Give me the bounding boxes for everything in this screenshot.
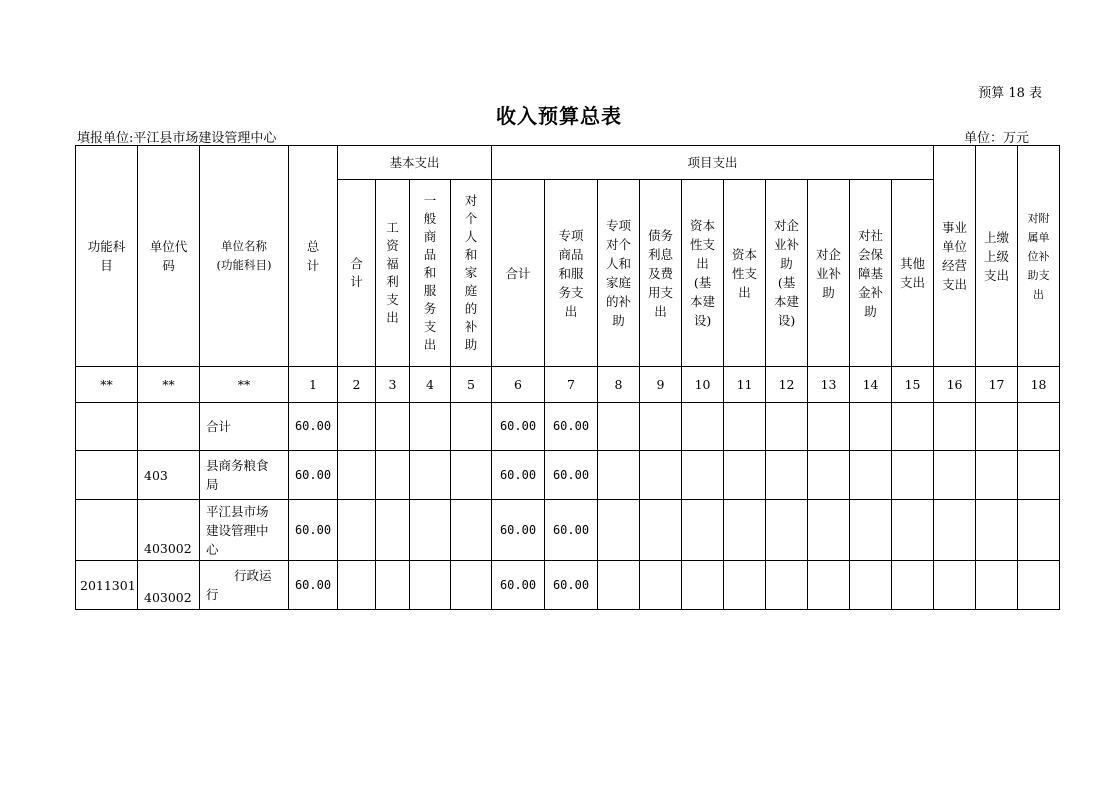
index-cell: 16 [934, 367, 976, 403]
header-row-1 [76, 146, 1060, 180]
index-cell: 15 [892, 367, 934, 403]
header-basic-group: 基本支出 [338, 146, 492, 180]
table-row [76, 403, 1060, 451]
index-cell: 8 [598, 367, 640, 403]
index-cell: 9 [640, 367, 682, 403]
index-cell: 14 [850, 367, 892, 403]
empty-cell [1018, 561, 1060, 610]
empty-cell [451, 451, 492, 500]
index-cell: 18 [1018, 367, 1060, 403]
index-cell: ** [138, 367, 200, 403]
header-total: 总 计 [289, 146, 338, 367]
empty-cell [976, 500, 1018, 561]
proj-sum-cell: 60.00 [492, 500, 545, 561]
empty-cell [376, 403, 410, 451]
header-capital: 资本 性支 出 [724, 180, 766, 367]
empty-cell [682, 500, 724, 561]
header-wages: 工 资 福 利 支 出 [376, 180, 410, 367]
empty-cell [808, 403, 850, 451]
header-enterprise: 对企 业补 助 [808, 180, 850, 367]
empty-cell [892, 451, 934, 500]
header-enterprise-construction: 对企 业补 助 (基 本建 设) [766, 180, 808, 367]
empty-cell [724, 451, 766, 500]
total-cell: 60.00 [289, 451, 338, 500]
proj-goods-cell: 60.00 [545, 561, 598, 610]
total-cell: 60.00 [289, 500, 338, 561]
empty-cell [724, 500, 766, 561]
index-cell: 13 [808, 367, 850, 403]
empty-cell [850, 500, 892, 561]
empty-cell [640, 403, 682, 451]
empty-cell [934, 500, 976, 561]
empty-cell [376, 451, 410, 500]
empty-cell [338, 451, 376, 500]
empty-cell [766, 500, 808, 561]
proj-sum-cell: 60.00 [492, 403, 545, 451]
empty-cell [1018, 500, 1060, 561]
index-cell: 10 [682, 367, 724, 403]
empty-cell [892, 500, 934, 561]
empty-cell [640, 561, 682, 610]
index-cell: 1 [289, 367, 338, 403]
empty-cell [598, 451, 640, 500]
empty-cell [766, 451, 808, 500]
empty-cell [682, 451, 724, 500]
header-debt-interest: 债务 利息 及费 用支 出 [640, 180, 682, 367]
empty-cell [682, 403, 724, 451]
unit-name-cell: 合计 [200, 403, 289, 451]
proj-sum-cell: 60.00 [492, 561, 545, 610]
index-cell: 5 [451, 367, 492, 403]
empty-cell [376, 500, 410, 561]
index-cell: ** [76, 367, 138, 403]
empty-cell [451, 561, 492, 610]
header-social-security: 对社 会保 障基 金补 助 [850, 180, 892, 367]
empty-cell [598, 403, 640, 451]
header-goods-services: 一 般 商 品 和 服 务 支 出 [410, 180, 451, 367]
header-proj-sum: 合计 [492, 180, 545, 367]
budget-table [75, 145, 1060, 610]
empty-cell [640, 500, 682, 561]
index-cell: 17 [976, 367, 1018, 403]
header-capital-construction: 资本 性支 出 (基 本建 设) [682, 180, 724, 367]
total-cell: 60.00 [289, 561, 338, 610]
table-row [76, 500, 1060, 561]
empty-cell [451, 500, 492, 561]
empty-cell [850, 403, 892, 451]
empty-cell [640, 451, 682, 500]
index-cell: 12 [766, 367, 808, 403]
form-number: 预算 18 表 [978, 86, 1042, 101]
header-basic-sum: 合 计 [338, 180, 376, 367]
header-to-affiliated: 对附 属单 位补 助支 出 [1018, 146, 1060, 367]
unit-name-cell [200, 561, 289, 610]
empty-cell [934, 403, 976, 451]
empty-cell [934, 561, 976, 610]
filling-unit: 填报单位:平江县市场建设管理中心 [77, 131, 277, 146]
empty-cell [410, 451, 451, 500]
header-individual-subsidy: 对 个 人 和 家 庭 的 补 助 [451, 180, 492, 367]
unit-name-text: 行政运 行 [206, 568, 272, 602]
proj-goods-cell: 60.00 [545, 403, 598, 451]
empty-cell [766, 561, 808, 610]
empty-cell [808, 500, 850, 561]
index-cell: ** [200, 367, 289, 403]
total-cell: 60.00 [289, 403, 338, 451]
empty-cell [1018, 403, 1060, 451]
header-proj-goods: 专项 商品 和服 务支 出 [545, 180, 598, 367]
unit-name-cell: 平江县市场 建设管理中 心 [200, 500, 289, 561]
unit-code-cell: 403 [138, 451, 200, 500]
empty-cell [376, 561, 410, 610]
header-proj-individual: 专项 对个 人和 家庭 的补 助 [598, 180, 640, 367]
func-subject-cell [76, 500, 138, 561]
header-unit-name: 单位名称 (功能科目) [200, 146, 289, 367]
header-unit-code: 单位代 码 [138, 146, 200, 367]
empty-cell [598, 500, 640, 561]
page-title: 收入预算总表 [496, 104, 622, 128]
empty-cell [410, 500, 451, 561]
func-subject-cell [76, 403, 138, 451]
proj-goods-cell: 60.00 [545, 451, 598, 500]
header-to-higher: 上缴 上级 支出 [976, 146, 1018, 367]
index-cell: 6 [492, 367, 545, 403]
proj-sum-cell: 60.00 [492, 451, 545, 500]
unit-code-cell [138, 403, 200, 451]
table-row [76, 561, 1060, 610]
empty-cell [410, 403, 451, 451]
empty-cell [338, 403, 376, 451]
empty-cell [976, 451, 1018, 500]
index-cell: 4 [410, 367, 451, 403]
header-func-subject: 功能科 目 [76, 146, 138, 367]
empty-cell [724, 403, 766, 451]
empty-cell [850, 561, 892, 610]
empty-cell [892, 403, 934, 451]
unit-code-cell: 403002 [138, 500, 200, 561]
currency-unit: 单位：万元 [964, 131, 1030, 146]
empty-cell [850, 451, 892, 500]
index-cell: 7 [545, 367, 598, 403]
empty-cell [338, 561, 376, 610]
proj-goods-cell: 60.00 [545, 500, 598, 561]
empty-cell [410, 561, 451, 610]
header-project-group: 项目支出 [492, 146, 934, 180]
empty-cell [808, 451, 850, 500]
empty-cell [598, 561, 640, 610]
table-row [76, 451, 1060, 500]
header-other: 其他 支出 [892, 180, 934, 367]
unit-name-cell: 县商务粮食 局 [200, 451, 289, 500]
index-cell: 11 [724, 367, 766, 403]
func-subject-cell: 2011301 [76, 561, 138, 610]
empty-cell [934, 451, 976, 500]
empty-cell [808, 561, 850, 610]
empty-cell [1018, 451, 1060, 500]
index-cell: 3 [376, 367, 410, 403]
unit-code-cell: 403002 [138, 561, 200, 610]
empty-cell [682, 561, 724, 610]
empty-cell [766, 403, 808, 451]
index-cell: 2 [338, 367, 376, 403]
empty-cell [976, 403, 1018, 451]
func-subject-cell [76, 451, 138, 500]
empty-cell [892, 561, 934, 610]
empty-cell [724, 561, 766, 610]
header-business-ops: 事业 单位 经营 支出 [934, 146, 976, 367]
empty-cell [976, 561, 1018, 610]
empty-cell [451, 403, 492, 451]
index-row [76, 367, 1060, 403]
empty-cell [338, 500, 376, 561]
